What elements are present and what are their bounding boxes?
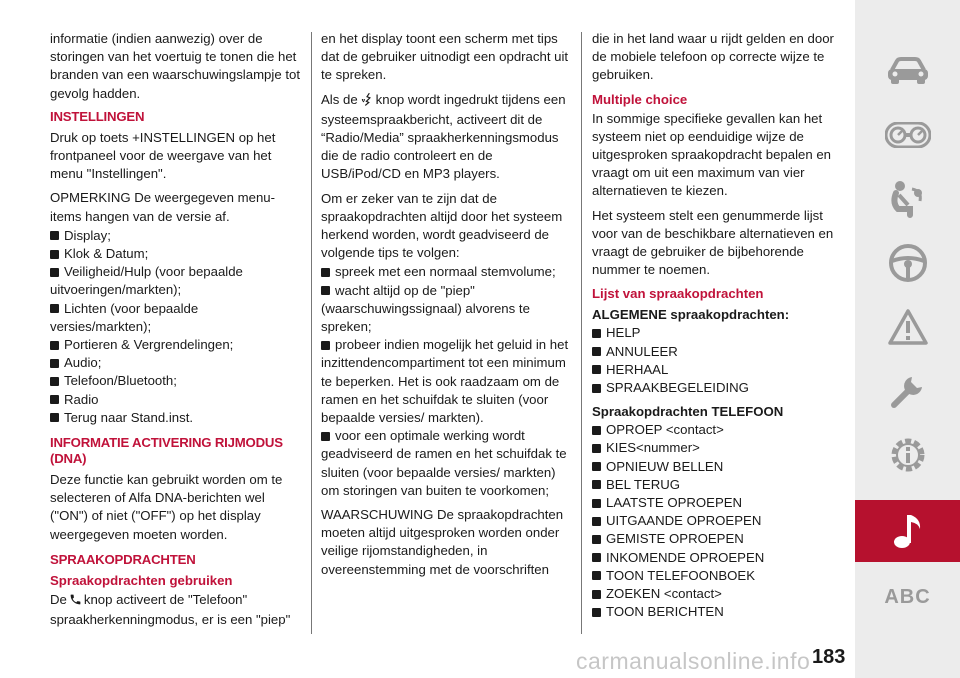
- list-item: spreek met een normaal stemvolume;: [321, 263, 571, 281]
- column-separator: [311, 32, 312, 634]
- paragraph: die in het land waar u rijdt gelden en door de mobiele telefoon op correcte wijze te gebruiken.: [592, 31, 834, 83]
- list-item: BEL TERUG: [592, 476, 844, 494]
- list-item: OPROEP <contact>: [592, 421, 844, 439]
- paragraph: Deze functie kan gebruikt worden om te selecteren of Alfa DNA-berichten wel ("ON") of niet ("OFF") op het display weergegeven moeten worden.: [50, 472, 283, 542]
- bullet-icon: [321, 432, 330, 441]
- tips-list: [321, 263, 571, 500]
- paragraph: Het systeem stelt een genummerde lijst voor van de beschikbare alternatieven en vraagt de gebruiker de bijbehorende nummer te noemen.: [592, 207, 834, 278]
- bullet-icon: [321, 341, 330, 350]
- heading-informatie-dna: INFORMATIE ACTIVERING RIJMODUS (DNA): [50, 435, 283, 467]
- list-item: HELP: [592, 324, 844, 342]
- heading-telefoon: Spraakopdrachten TELEFOON: [592, 404, 784, 420]
- list-item: Lichten (voor bepaalde versies/markten);: [50, 300, 199, 334]
- music-note-icon: [891, 511, 925, 551]
- heading-algemene: ALGEMENE spraakopdrachten:: [592, 307, 790, 323]
- bullet-icon: [50, 359, 59, 368]
- paragraph-warning: WAARSCHUWING De spraakopdrachten moeten altijd uitgesproken worden onder veilige rijomstandigheden, in overeenstemming met de voorschriften: [321, 507, 564, 577]
- bullet-icon: [592, 347, 601, 356]
- steering-wheel-icon: [888, 243, 928, 283]
- index-label: ABC: [884, 585, 931, 608]
- list-item: INKOMENDE OPROEPEN: [592, 549, 844, 567]
- paragraph: Om er zeker van te zijn dat de spraakopdrachten altijd door het systeem herkend worden, wordt geadviseerd de volgende tips te volgen:: [321, 190, 563, 261]
- bullet-icon: [592, 329, 601, 338]
- chapter-multimedia-button[interactable]: [855, 500, 960, 562]
- bullet-icon: [592, 553, 601, 562]
- chapter-technical-button[interactable]: [855, 424, 960, 486]
- list-item: TOON BERICHTEN: [592, 603, 844, 621]
- heading-gebruiken: Spraakopdrachten gebruiken: [50, 572, 233, 588]
- list-item: Audio;: [50, 354, 302, 372]
- bullet-icon: [50, 341, 59, 350]
- chapter-sidebar: [855, 0, 960, 678]
- paragraph-note: OPMERKING De weergegeven menu-items hangen van de versie af.: [50, 190, 276, 224]
- bullet-icon: [592, 535, 601, 544]
- bullet-icon: [50, 268, 59, 277]
- list-item: Klok & Datum;: [50, 245, 302, 263]
- bullet-icon: [592, 444, 601, 453]
- bullet-icon: [50, 413, 59, 422]
- chapter-safety-button[interactable]: [855, 168, 960, 230]
- bullet-icon: [592, 480, 601, 489]
- paragraph: Druk op toets +INSTELLINGEN op het frontpaneel voor de weergave van het menu "Instellingen".: [50, 129, 276, 182]
- heading-instellingen: INSTELLINGEN: [50, 108, 145, 124]
- bullet-icon: [592, 517, 601, 526]
- list-item: OPNIEUW BELLEN: [592, 458, 844, 476]
- bullet-icon: [592, 384, 601, 393]
- list-item: probeer indien mogelijk het geluid in het inzittendencompartiment tot een minimum te beperken. Het is ook raadzaam om de ramen en het schuifdak te sluiten (voor bepaalde versies/ markten).: [321, 337, 569, 426]
- list-item: GEMISTE OPROEPEN: [592, 530, 844, 548]
- paragraph: informatie (indien aanwezig) over de storingen van het voertuig te tonen die het branden van een waarschuwingslampje tot gevolg hadden.: [50, 31, 300, 101]
- paragraph: Als de knop wordt ingedrukt tijdens een systeemspraakbericht, activeert dit de “Radio/Media” spraakherkenningsmodus die de radio controleert en de USB/iPod/CD en MP3 players.: [321, 91, 566, 182]
- car-icon: [886, 56, 930, 86]
- list-item: Telefoon/Bluetooth;: [50, 372, 302, 390]
- list-item: Portieren & Vergrendelingen;: [50, 336, 302, 354]
- list-item: LAATSTE OPROEPEN: [592, 494, 844, 512]
- heading-multiple-choice: Multiple choice: [592, 91, 688, 107]
- bullet-icon: [592, 462, 601, 471]
- chapter-index-button[interactable]: [855, 566, 960, 628]
- list-item: wacht altijd op de "piep" (waarschuwingssignaal) alvorens te spreken;: [321, 282, 530, 335]
- heading-lijst: Lijst van spraakopdrachten: [592, 286, 764, 302]
- bullet-icon: [321, 268, 330, 277]
- bullet-icon: [50, 377, 59, 386]
- list-item: Veiligheid/Hulp (voor bepaalde uitvoeringen/markten);: [50, 264, 243, 298]
- algemene-list: [592, 324, 844, 397]
- list-item: SPRAAKBEGELEIDING: [592, 379, 844, 397]
- paragraph: De knop activeert de "Telefoon" spraakherkenningmodus, er is een "piep": [50, 591, 291, 628]
- page-number: 183: [812, 646, 846, 668]
- bullet-icon: [592, 608, 601, 617]
- paragraph: en het display toont een scherm met tips dat de gebruiker uitnodigt een opdracht uit te spreken.: [321, 31, 569, 83]
- bullet-icon: [592, 590, 601, 599]
- warning-triangle-icon: [887, 308, 929, 346]
- paragraph: In sommige specifieke gevallen kan het systeem niet op eenduidige wijze de uitgesproken spraakopdracht bepalen en vraagt om uit een maximum van vier alternatieven te kiezen.: [592, 110, 832, 199]
- bullet-icon: [50, 304, 59, 313]
- chapter-maintenance-button[interactable]: [855, 360, 960, 422]
- telefoon-list: [592, 421, 844, 621]
- chapter-driving-button[interactable]: [855, 232, 960, 294]
- list-item: ANNULEER: [592, 343, 844, 361]
- column-2: [321, 30, 571, 585]
- bullet-icon: [592, 365, 601, 374]
- list-item: Display;: [50, 227, 302, 245]
- list-item: voor een optimale werking wordt geadviseerd de ramen en het schuifdak te sluiten (voor bepaalde versies/ markten) om storingen van buiten te voorkomen;: [321, 428, 567, 498]
- voice-command-icon: [360, 92, 374, 111]
- gauges-icon: [885, 122, 931, 148]
- bullet-icon: [50, 395, 59, 404]
- bullet-icon: [592, 571, 601, 580]
- list-item: KIES<nummer>: [592, 439, 844, 457]
- bullet-icon: [50, 231, 59, 240]
- watermark: carmanualsonline.info: [576, 648, 811, 674]
- list-item: ZOEKEN <contact>: [592, 585, 844, 603]
- column-3: [592, 30, 844, 621]
- column-1: [50, 30, 302, 635]
- seat-airbag-icon: [888, 179, 928, 219]
- list-item: UITGAANDE OPROEPEN: [592, 512, 844, 530]
- chapter-dashboard-button[interactable]: [855, 104, 960, 166]
- chapter-car-button[interactable]: [855, 40, 960, 102]
- wrench-icon: [888, 371, 928, 411]
- chapter-emergency-button[interactable]: [855, 296, 960, 358]
- heading-spraakopdrachten: SPRAAKOPDRACHTEN: [50, 551, 196, 567]
- bullet-icon: [592, 426, 601, 435]
- settings-list: [50, 227, 302, 427]
- list-item: Radio: [50, 391, 302, 409]
- phone-icon: [69, 593, 82, 611]
- bullet-icon: [321, 286, 330, 295]
- list-item: Terug naar Stand.inst.: [50, 409, 302, 427]
- list-item: TOON TELEFOONBOEK: [592, 567, 844, 585]
- bullet-icon: [50, 250, 59, 259]
- column-separator: [581, 32, 582, 634]
- bullet-icon: [592, 499, 601, 508]
- gear-info-icon: [887, 434, 929, 476]
- list-item: HERHAAL: [592, 361, 844, 379]
